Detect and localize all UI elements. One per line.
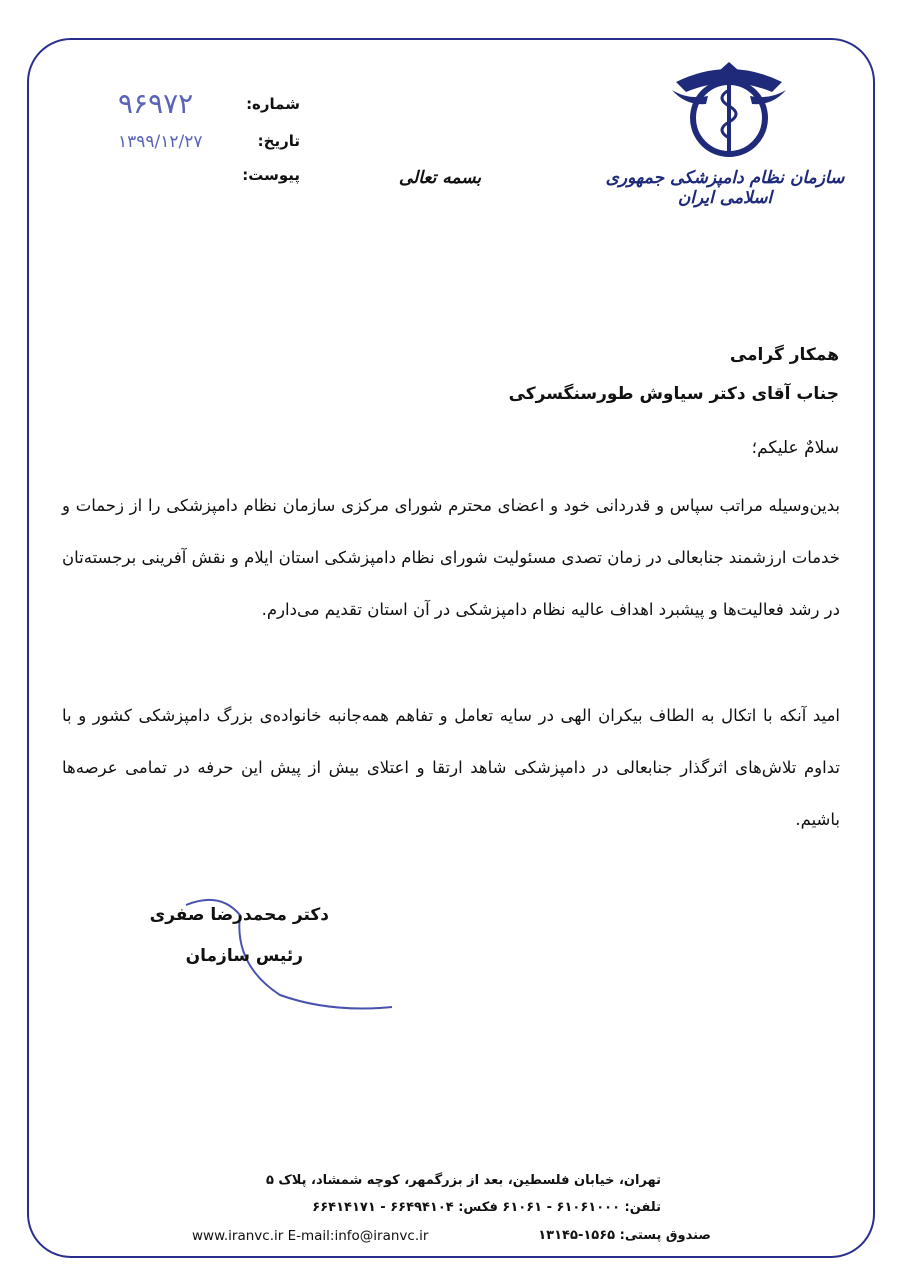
footer-phone: تلفن: ۶۱۰۶۱۰۰۰ - ۶۱۰۶۱ فکس: ۶۶۴۹۴۱۰۴ - ۶۶۴۱۴۱۷۱	[312, 1200, 661, 1215]
body-paragraph: امید آنکه با اتکال به الطاف بیکران الهی در سایه تعامل و تفاهم همه‌جانبه خانواده‌ی بزرگ دامپزشکی کشور و با تداوم تلاش‌های اثرگذار جنابعالی در دامپزشکی شاهد ارتقا و اعتلای بیش از پیش این حرفه در تمامی عرصه‌ها باشیم.	[62, 706, 840, 829]
number-label: شماره:	[246, 95, 300, 113]
letter-number-row	[110, 87, 300, 120]
attachment-label: پیوست:	[242, 166, 300, 184]
page-border	[27, 38, 875, 1258]
footer-address: تهران، خیابان فلسطین، بعد از بزرگمهر، کوچه شمشاد، پلاک ۵	[265, 1173, 661, 1188]
signatory-title: رئیس سازمان	[185, 946, 303, 966]
bismillah-heading: بسمه تعالی	[398, 168, 482, 188]
signatory-name: دکتر محمدرضا صفری	[149, 905, 329, 925]
recipient-name: جناب آقای دکتر سیاوش طورسنگسرکی	[508, 384, 839, 404]
organization-name: سازمان نظام دامپزشکی جمهوری اسلامی ایران	[605, 168, 845, 208]
body-paragraph: بدین‌وسیله مراتب سپاس و قدردانی خود و اعضای محترم شورای مرکزی سازمان نظام دامپزشکی را از زحمات و خدمات ارزشمند جنابعالی در زمان تصدی مسئولیت شورای نظام دامپزشکی استان ایلام و نقش آفرینی برجسته‌تان در رشد فعالیت‌ها و پیشبرد اهداف عالیه نظام دامپزشکی در آن استان تقدیم می‌دارم.	[62, 496, 840, 619]
number-value: ۹۶۹۷۲	[118, 87, 194, 120]
footer-website-email: www.iranvc.ir E-mail:info@iranvc.ir	[192, 1228, 429, 1244]
date-label: تاریخ:	[257, 132, 300, 150]
greeting: سلامٌ علیکم؛	[751, 438, 839, 458]
footer-postal-box: صندوق پستی: ۱۵۶۵-۱۳۱۴۵	[538, 1228, 711, 1243]
salutation-line: همکار گرامی	[729, 345, 839, 365]
attachment-row	[110, 166, 300, 190]
veterinary-emblem-icon	[668, 60, 790, 160]
letter-date-row	[110, 132, 300, 156]
date-value: ۱۳۹۹/۱۲/۲۷	[118, 132, 203, 152]
